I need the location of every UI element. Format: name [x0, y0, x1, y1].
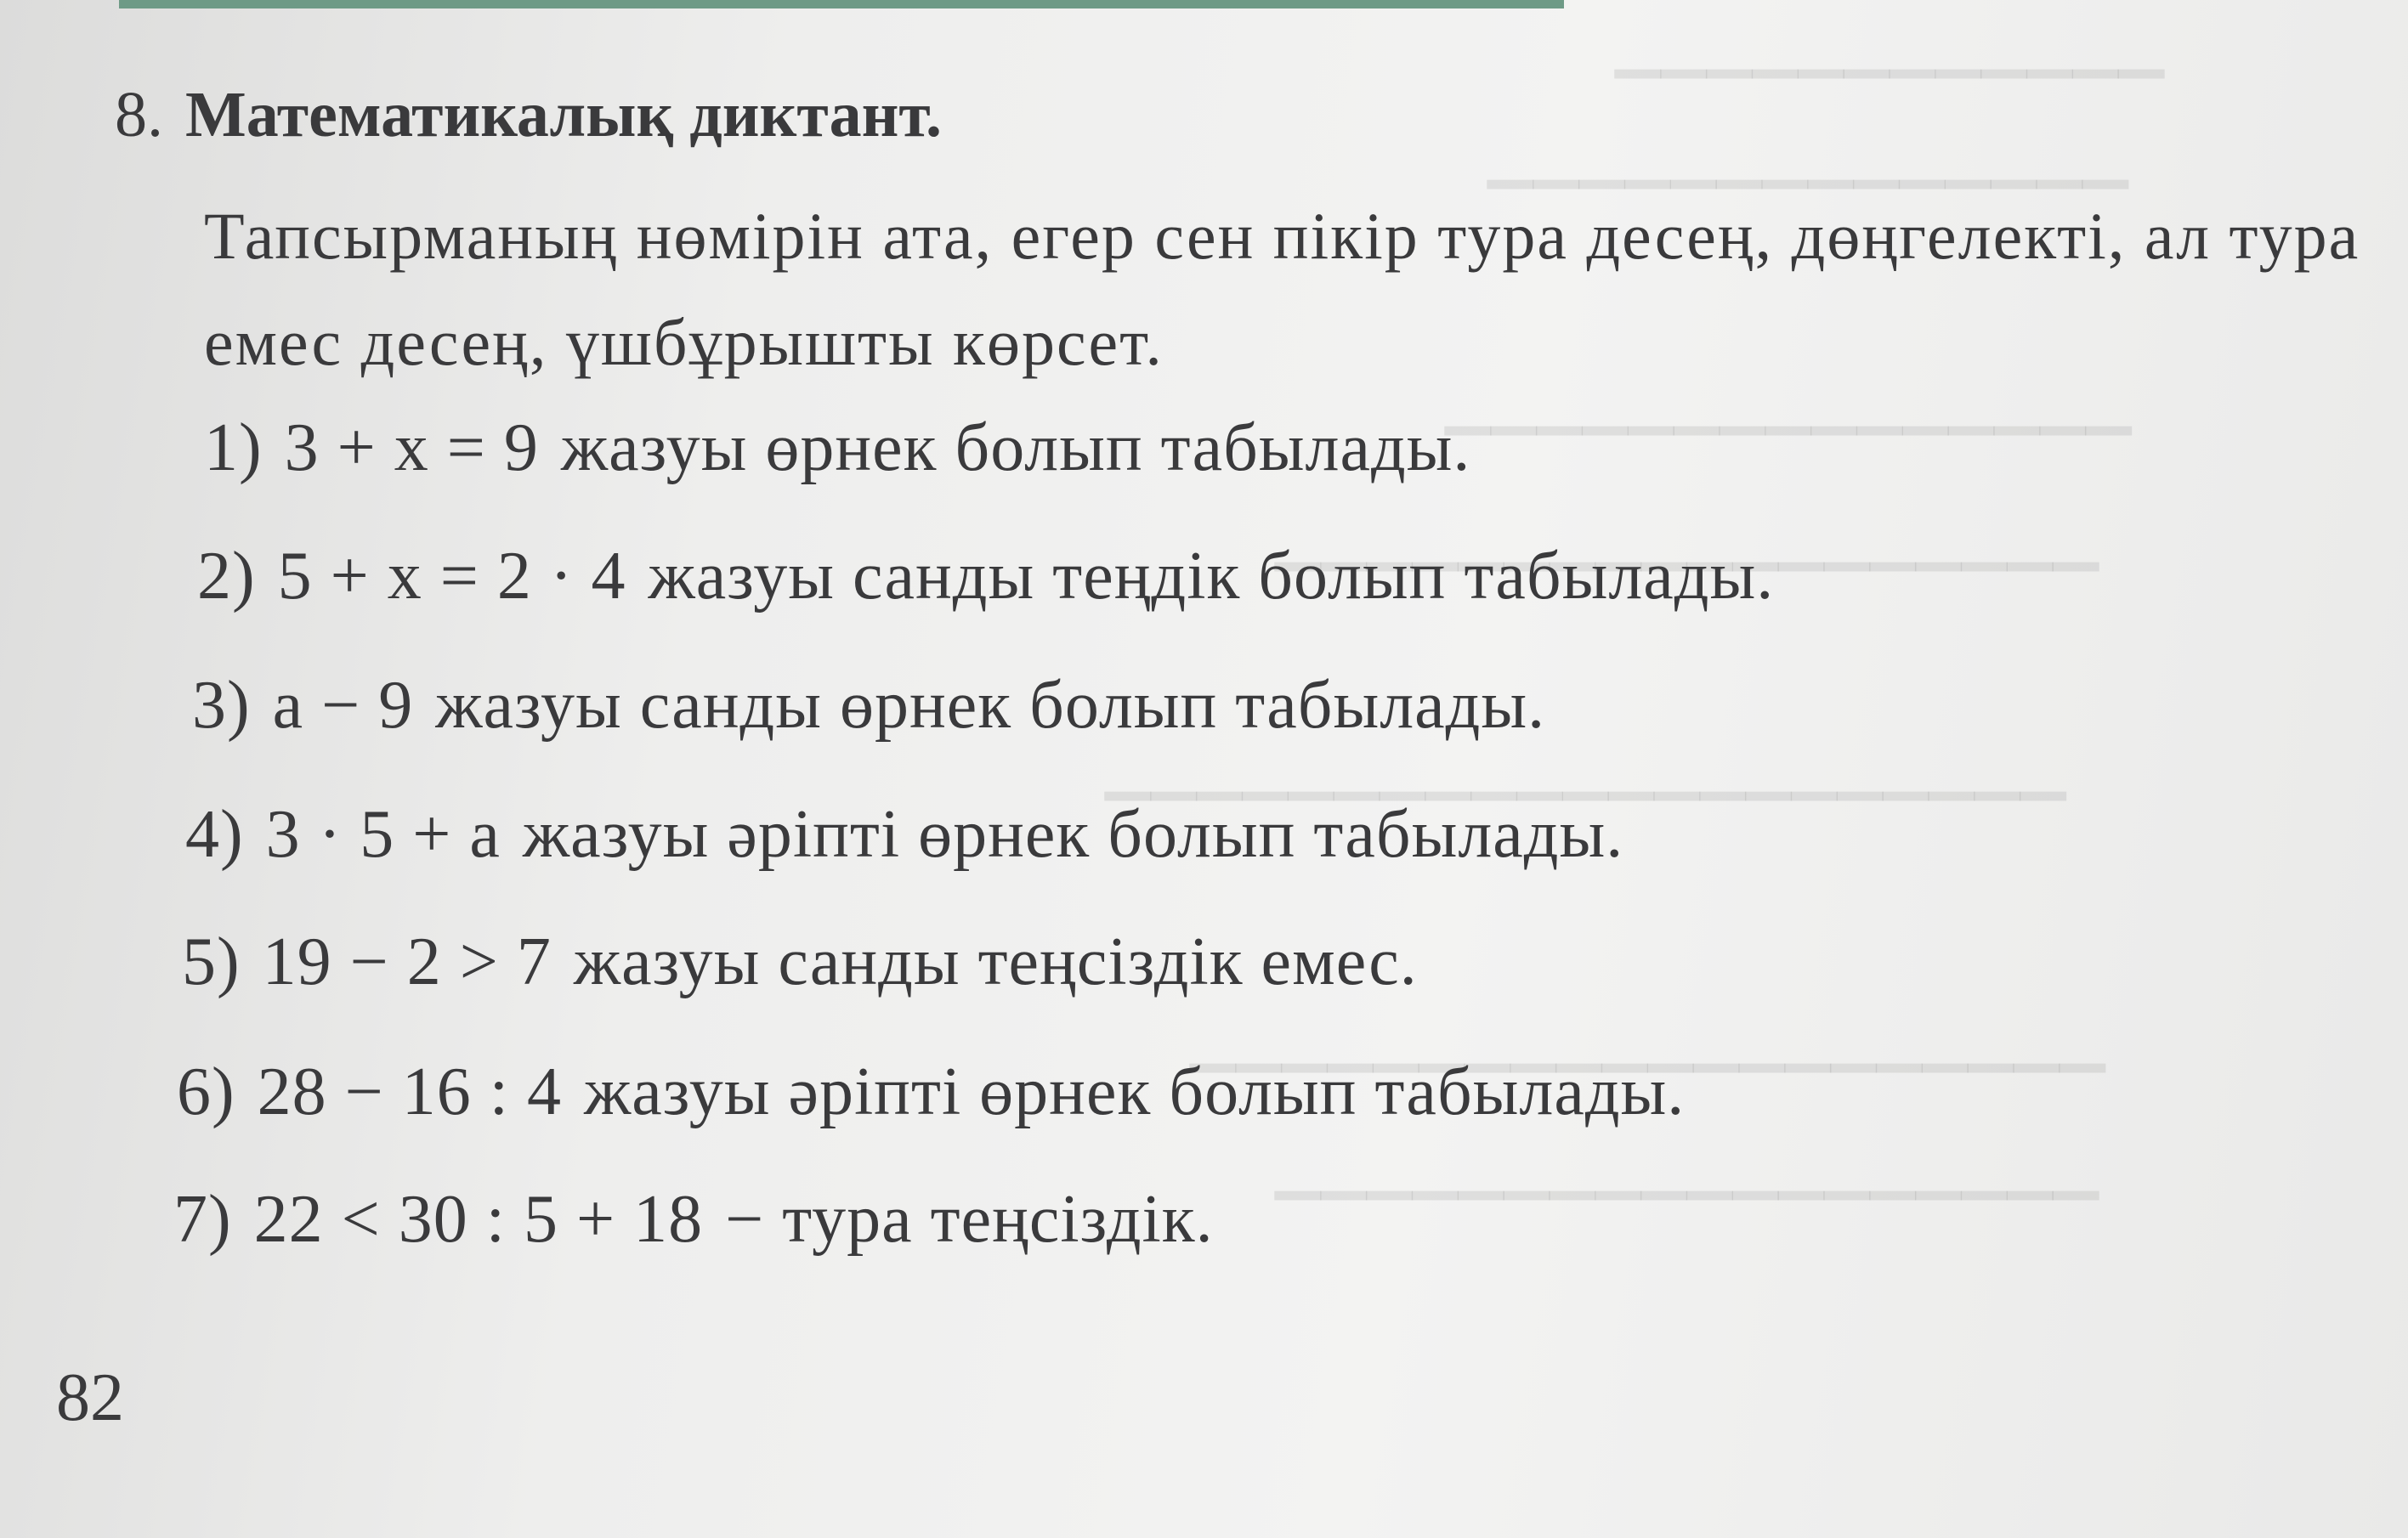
item-expression: 3 · 5 + a [265, 797, 501, 872]
show-through-mark: ▁▁▁▁▁▁▁▁▁▁▁▁▁▁ [1487, 122, 2128, 188]
list-item [177, 1054, 1685, 1131]
exercise-heading [115, 78, 942, 152]
item-number: 7) [173, 1182, 232, 1257]
item-number: 5) [182, 924, 241, 999]
item-statement: − тура теңсіздік. [725, 1182, 1214, 1257]
item-number: 6) [177, 1055, 235, 1129]
item-expression: a − 9 [272, 668, 414, 743]
show-through-mark: ▁▁▁▁▁▁▁▁▁▁▁▁▁▁▁▁▁▁▁▁▁ [1105, 734, 2066, 800]
show-through-mark: ▁▁▁▁▁▁▁▁▁▁▁▁▁▁▁▁▁▁▁▁ [1190, 1006, 2105, 1072]
item-number: 2) [197, 539, 256, 614]
item-number: 4) [185, 797, 244, 872]
exercise-instruction: Тапсырманың нөмірін ата, егер сен пікір тура десең, дөңгелекті, ал тура емес десең, үшбұрышты көрсет. [204, 199, 2360, 379]
item-expression: 3 + x = 9 [284, 410, 539, 485]
item-expression: 22 < 30 : 5 + 18 [253, 1182, 704, 1257]
list-item [197, 538, 1774, 615]
item-statement: жазуы санды теңсіздік емес. [573, 924, 1418, 999]
item-expression: 5 + x = 2 · 4 [277, 539, 626, 614]
item-statement: жазуы әріпті өрнек болып табылады. [522, 797, 1624, 872]
show-through-mark: ▁▁▁▁▁▁▁▁▁▁▁▁ [1615, 12, 2164, 77]
item-number: 3) [192, 668, 251, 743]
list-item [192, 667, 1545, 744]
item-expression: 28 − 16 : 4 [257, 1055, 562, 1129]
show-through-mark: ▁▁▁▁▁▁▁▁▁▁▁▁▁▁▁▁▁▁ [1275, 1134, 2099, 1199]
list-item [185, 796, 1623, 874]
list-item [182, 924, 1418, 1001]
exercise-title: Математикалық диктант. [185, 79, 942, 150]
list-item [173, 1181, 1214, 1258]
item-number: 1) [204, 410, 263, 485]
page-number: 82 [56, 1360, 124, 1435]
exercise-number: 8. [115, 79, 163, 150]
item-statement: жазуы әріпті өрнек болып табылады. [583, 1055, 1686, 1129]
top-color-bar [119, 0, 1564, 8]
list-item [204, 410, 1470, 487]
item-statement: жазуы өрнек болып табылады. [560, 410, 1471, 485]
item-statement: жазуы санды өрнек болып табылады. [435, 668, 1546, 743]
show-through-mark: ▁▁▁▁▁▁▁▁▁▁▁▁▁▁▁ [1445, 369, 2132, 434]
item-expression: 19 − 2 > 7 [262, 924, 552, 999]
show-through-mark: ▁▁▁▁▁▁▁▁▁▁▁▁▁▁▁▁▁▁ [1275, 505, 2099, 570]
item-statement: жазуы санды теңдік болып табылады. [648, 539, 1775, 614]
